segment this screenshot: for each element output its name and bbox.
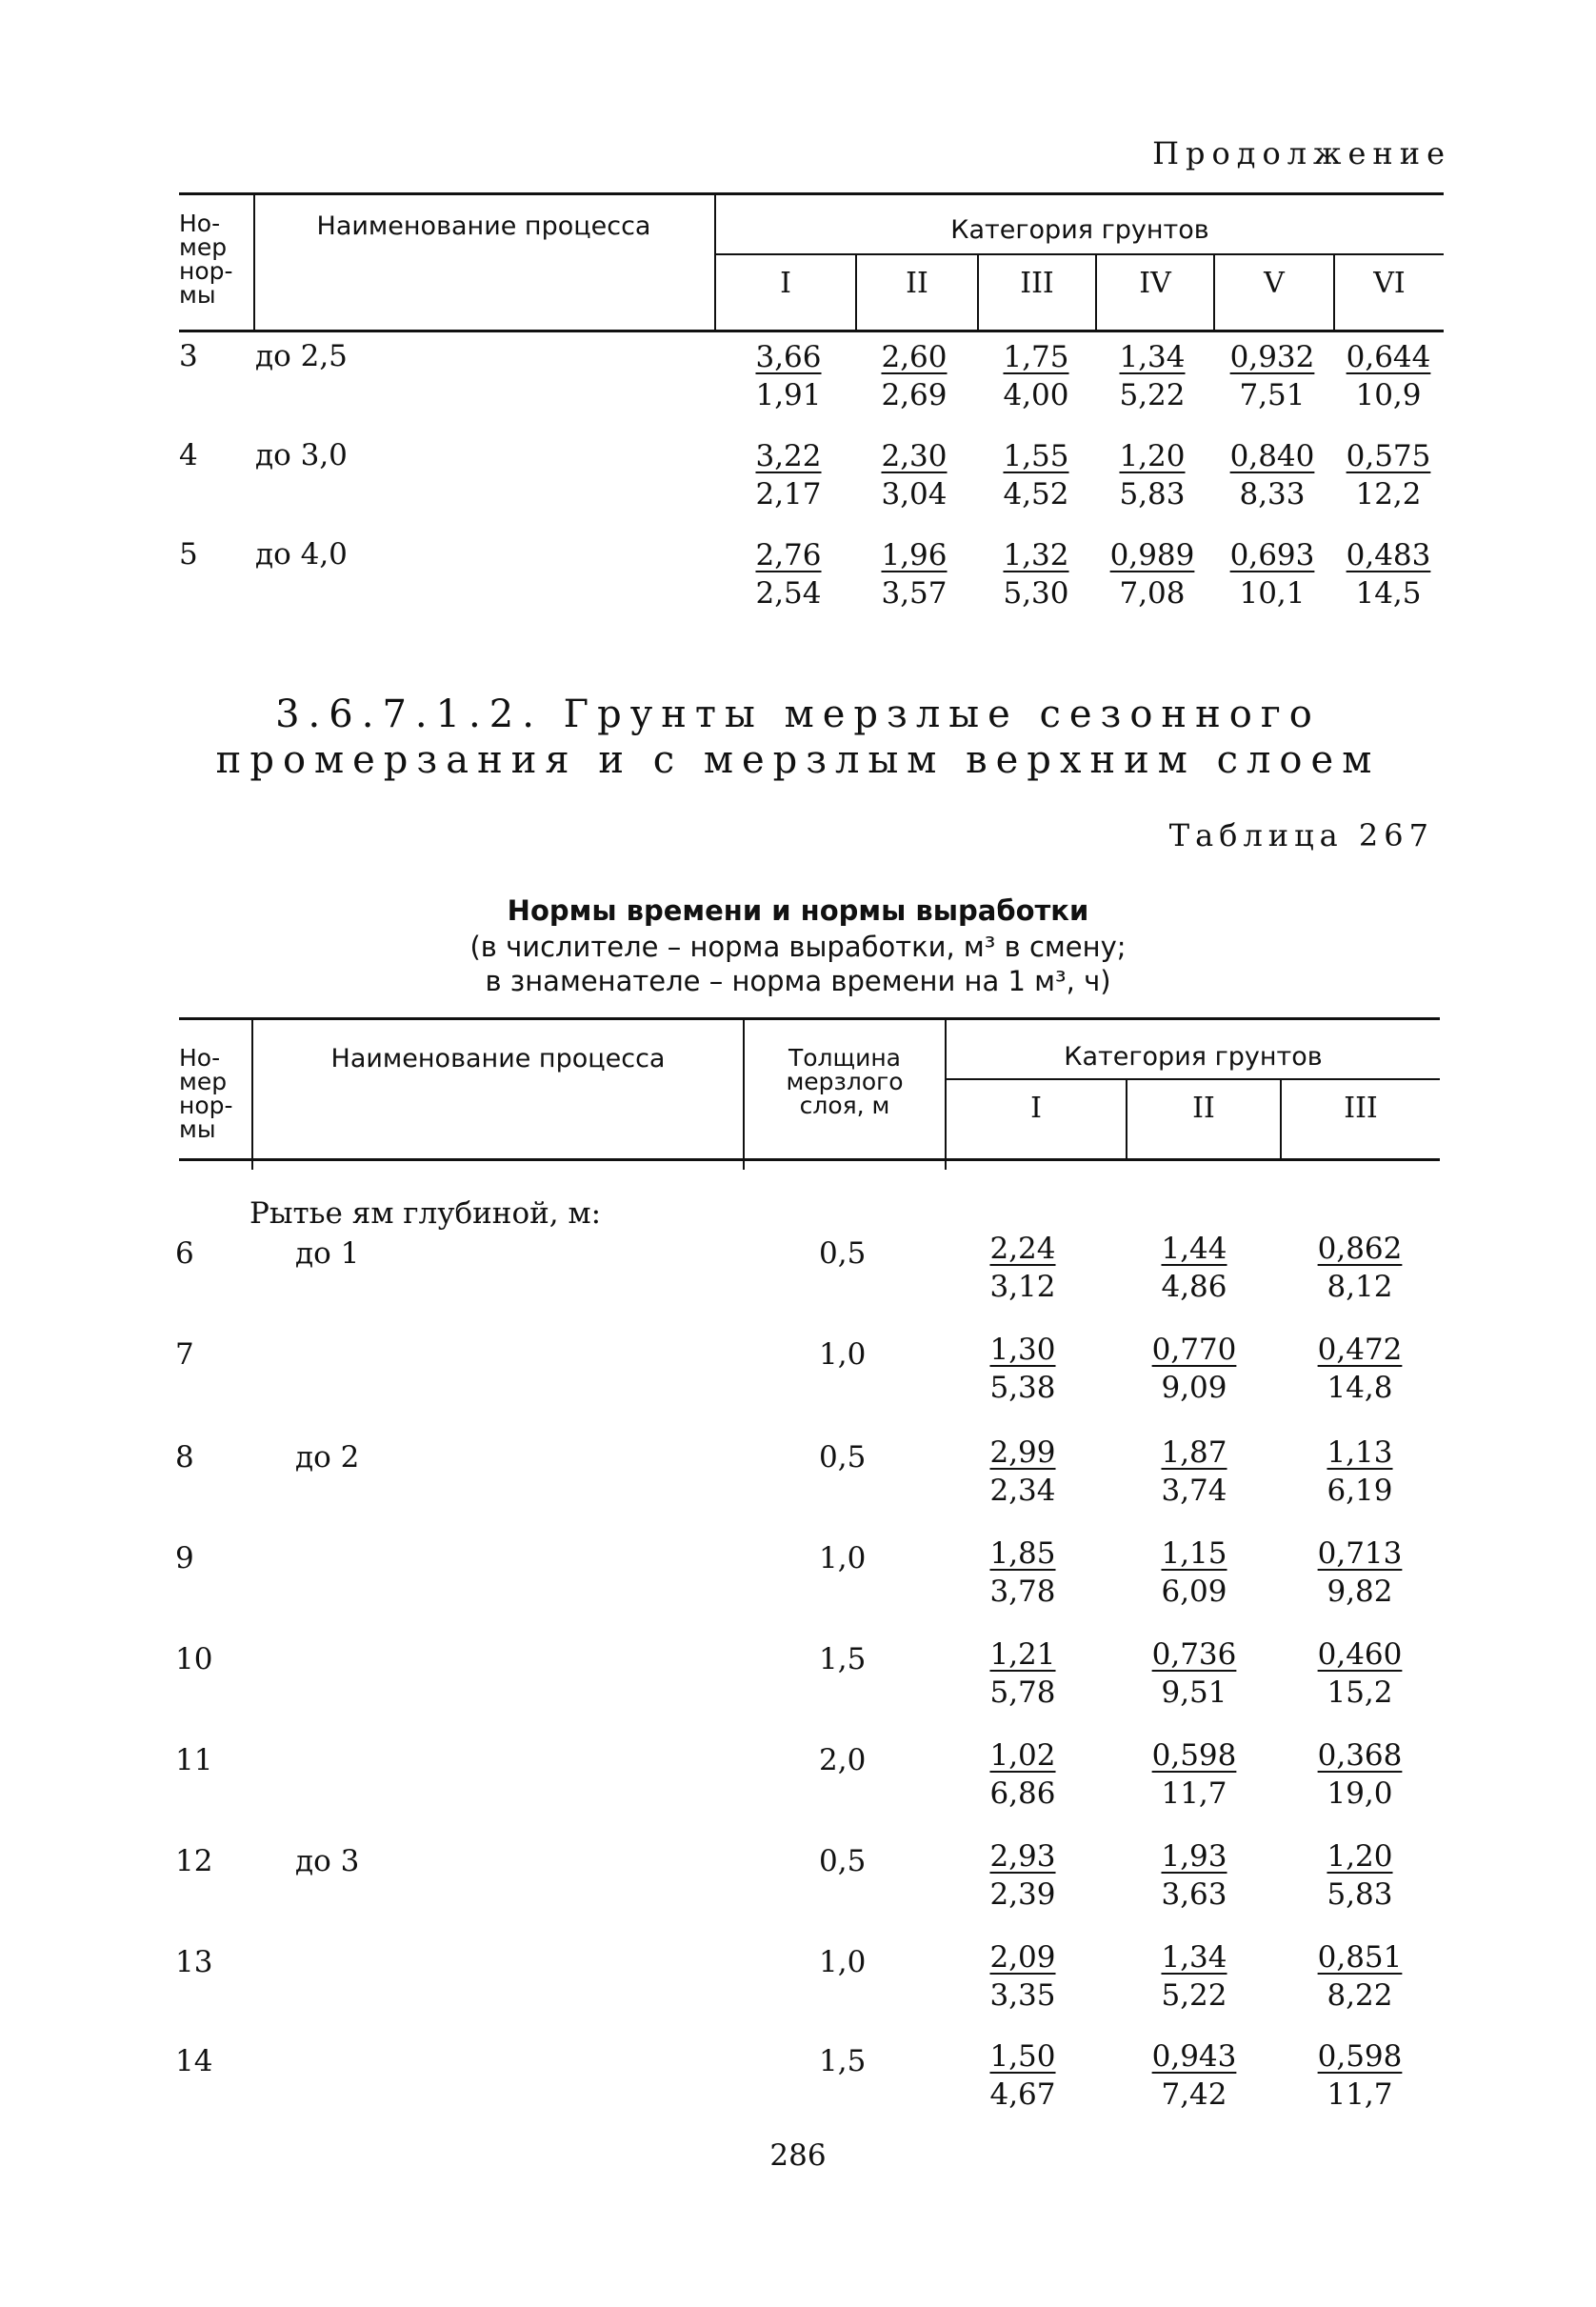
table2-row-num: 13 xyxy=(175,1945,213,1979)
fraction-numerator: 3,22 xyxy=(755,439,822,473)
fraction-numerator: 0,932 xyxy=(1229,340,1315,374)
table2-header-cat-I: I xyxy=(1030,1092,1042,1125)
table1-header-cat-I: I xyxy=(780,267,791,300)
table1-value-fraction xyxy=(857,537,971,612)
table2-value-fraction xyxy=(1298,1939,1422,2014)
table2-row-num: 12 xyxy=(175,1844,213,1878)
fraction-denominator: 14,8 xyxy=(1327,1371,1393,1405)
fraction-numerator: 0,483 xyxy=(1346,538,1431,572)
table2-row-thickness: 1,0 xyxy=(819,1337,867,1372)
fraction-denominator: 6,86 xyxy=(989,1776,1056,1811)
fraction-denominator: 5,83 xyxy=(1327,1877,1393,1912)
table2-row-thickness: 2,0 xyxy=(819,1743,867,1777)
fraction-numerator: 0,736 xyxy=(1151,1637,1237,1672)
table1-vline-process xyxy=(714,192,716,330)
fraction-denominator: 6,09 xyxy=(1161,1575,1227,1609)
fraction-denominator: 14,5 xyxy=(1355,576,1422,611)
table1-header-category: Категория грунтов xyxy=(950,215,1209,245)
fraction-numerator: 0,598 xyxy=(1151,1738,1237,1773)
table2-value-fraction xyxy=(1132,2038,1256,2113)
fraction-denominator: 7,08 xyxy=(1119,576,1186,611)
fraction-denominator: 3,63 xyxy=(1161,1877,1227,1912)
fraction-numerator: 1,44 xyxy=(1161,1232,1227,1266)
table1-value-fraction xyxy=(857,438,971,512)
table1-header-cat-V: V xyxy=(1264,267,1285,300)
fraction-numerator: 0,840 xyxy=(1229,439,1315,473)
fraction-denominator: 5,78 xyxy=(989,1675,1056,1710)
caption-title xyxy=(0,893,1596,929)
table2-value-fraction xyxy=(961,1636,1085,1711)
table1-value-fraction xyxy=(1331,537,1446,612)
fraction-numerator: 0,851 xyxy=(1317,1940,1403,1975)
table2-header-process: Наименование процесса xyxy=(330,1044,666,1073)
fraction-numerator: 1,02 xyxy=(989,1738,1056,1773)
table2-header-cat-II: II xyxy=(1192,1092,1215,1125)
fraction-denominator: 10,9 xyxy=(1355,378,1422,412)
table2-header-category: Категория грунтов xyxy=(1064,1042,1323,1072)
fraction-numerator: 1,20 xyxy=(1327,1839,1393,1874)
fraction-denominator: 7,51 xyxy=(1239,378,1306,412)
table2-row-num: 10 xyxy=(175,1642,213,1676)
fraction-numerator: 0,575 xyxy=(1346,439,1431,473)
table2-row-num: 7 xyxy=(175,1337,194,1372)
fraction-denominator: 10,1 xyxy=(1239,576,1306,611)
fraction-numerator: 1,32 xyxy=(1003,538,1069,572)
table2-value-fraction xyxy=(1132,1332,1256,1406)
table2-value-fraction xyxy=(1298,1838,1422,1913)
table2-value-fraction xyxy=(1132,1434,1256,1509)
fraction-numerator: 1,21 xyxy=(989,1637,1056,1672)
fraction-numerator: 0,770 xyxy=(1151,1333,1237,1367)
table1-header-num: Но- мер нор- мы xyxy=(179,210,233,309)
fraction-numerator: 2,99 xyxy=(989,1435,1056,1470)
table2-row-thickness: 1,0 xyxy=(819,1541,867,1575)
table2-row-name: до 1 xyxy=(295,1236,360,1271)
table1-value-fraction xyxy=(1215,537,1329,612)
table1-value-fraction xyxy=(979,537,1093,612)
fraction-numerator: 1,50 xyxy=(989,2039,1056,2074)
fraction-numerator: 1,30 xyxy=(989,1333,1056,1367)
table2-value-fraction xyxy=(1132,1939,1256,2014)
fraction-numerator: 0,460 xyxy=(1317,1637,1403,1672)
fraction-denominator: 15,2 xyxy=(1327,1675,1393,1710)
fraction-denominator: 4,86 xyxy=(1161,1270,1227,1304)
fraction-denominator: 2,39 xyxy=(989,1877,1056,1912)
fraction-denominator: 5,38 xyxy=(989,1371,1056,1405)
table2-value-fraction xyxy=(961,1737,1085,1812)
fraction-numerator: 0,368 xyxy=(1317,1738,1403,1773)
table2-vline-num xyxy=(251,1017,253,1170)
table1-top-rule xyxy=(179,192,1444,195)
fraction-denominator: 3,78 xyxy=(989,1575,1056,1609)
fraction-numerator: 2,30 xyxy=(881,439,948,473)
table1-value-fraction xyxy=(1331,339,1446,413)
table2-top-rule xyxy=(179,1017,1440,1020)
table2-value-fraction xyxy=(1298,1535,1422,1610)
table2-header-num: Но- мер нор- мы xyxy=(179,1044,233,1143)
table1-row-num: 3 xyxy=(179,339,198,373)
table2-value-fraction xyxy=(961,2038,1085,2113)
fraction-denominator: 5,22 xyxy=(1119,378,1186,412)
table1-header-cat-II: II xyxy=(906,267,928,300)
fraction-numerator: 2,93 xyxy=(989,1839,1056,1874)
fraction-numerator: 0,644 xyxy=(1346,340,1431,374)
table1-header-cat-III: III xyxy=(1020,267,1054,300)
fraction-denominator: 1,91 xyxy=(755,378,822,412)
table2-row-num: 11 xyxy=(175,1743,213,1777)
fraction-numerator: 2,76 xyxy=(755,538,822,572)
fraction-denominator: 12,2 xyxy=(1355,477,1422,512)
table2-value-fraction xyxy=(961,1838,1085,1913)
table1-value-fraction xyxy=(1095,339,1209,413)
table2-value-fraction xyxy=(1298,1231,1422,1305)
fraction-denominator: 9,51 xyxy=(1161,1675,1227,1710)
table1-header-cat-IV: IV xyxy=(1139,267,1171,300)
fraction-numerator: 3,66 xyxy=(755,340,822,374)
fraction-denominator: 3,35 xyxy=(989,1978,1056,2013)
fraction-numerator: 0,862 xyxy=(1317,1232,1403,1266)
table2-value-fraction xyxy=(1132,1737,1256,1812)
fraction-numerator: 2,60 xyxy=(881,340,948,374)
table1-row-num: 5 xyxy=(179,537,198,572)
page-number: 286 xyxy=(769,2138,827,2173)
table2-header-thickness: Толщина мерзлого слоя, м xyxy=(786,1044,904,1119)
table2-value-fraction xyxy=(961,1332,1085,1406)
fraction-denominator: 4,67 xyxy=(989,2077,1056,2112)
fraction-numerator: 0,713 xyxy=(1317,1536,1403,1571)
table1-value-fraction xyxy=(857,339,971,413)
fraction-denominator: 9,09 xyxy=(1161,1371,1227,1405)
table2-value-fraction xyxy=(1132,1636,1256,1711)
table1-value-fraction xyxy=(731,339,846,413)
table2-value-fraction xyxy=(1132,1838,1256,1913)
table1-row-name: до 4,0 xyxy=(255,537,348,572)
fraction-numerator: 1,87 xyxy=(1161,1435,1227,1470)
fraction-numerator: 2,09 xyxy=(989,1940,1056,1975)
table2-value-fraction xyxy=(961,1939,1085,2014)
table1-header-cat-VI: VI xyxy=(1373,267,1406,300)
table2-value-fraction xyxy=(1298,2038,1422,2113)
table2-row-num: 14 xyxy=(175,2044,213,2078)
fraction-denominator: 4,00 xyxy=(1003,378,1069,412)
table2-header-cat-III: III xyxy=(1344,1092,1378,1125)
fraction-numerator: 0,598 xyxy=(1317,2039,1403,2074)
fraction-numerator: 1,34 xyxy=(1161,1940,1227,1975)
fraction-numerator: 1,15 xyxy=(1161,1536,1227,1571)
table1-header-process: Наименование процесса xyxy=(316,211,651,241)
fraction-denominator: 2,69 xyxy=(881,378,948,412)
table2-row-num: 6 xyxy=(175,1236,194,1271)
fraction-denominator: 7,42 xyxy=(1161,2077,1227,2112)
fraction-numerator: 2,24 xyxy=(989,1232,1056,1266)
fraction-denominator: 3,57 xyxy=(881,576,948,611)
table2-value-fraction xyxy=(1132,1535,1256,1610)
fraction-numerator: 1,13 xyxy=(1327,1435,1393,1470)
fraction-denominator: 8,22 xyxy=(1327,1978,1393,2013)
continuation-label: Продолжение xyxy=(1152,135,1451,171)
fraction-denominator: 8,12 xyxy=(1327,1270,1393,1304)
fraction-denominator: 11,7 xyxy=(1161,1776,1227,1811)
table2-vline-process xyxy=(743,1017,745,1170)
fraction-denominator: 4,52 xyxy=(1003,477,1069,512)
table2-row-name: до 2 xyxy=(295,1440,360,1474)
fraction-numerator: 1,96 xyxy=(881,538,948,572)
table1-value-fraction xyxy=(1215,339,1329,413)
table2-value-fraction xyxy=(1132,1231,1256,1305)
caption-line2-text: в знаменателе – норма времени на 1 м³, ч) xyxy=(485,965,1111,997)
fraction-denominator: 9,82 xyxy=(1327,1575,1393,1609)
fraction-denominator: 11,7 xyxy=(1327,2077,1393,2112)
table2-row-thickness: 0,5 xyxy=(819,1236,867,1271)
table2-value-fraction xyxy=(1298,1636,1422,1711)
table1-value-fraction xyxy=(731,438,846,512)
fraction-denominator: 3,12 xyxy=(989,1270,1056,1304)
caption-line2 xyxy=(0,964,1596,999)
table1-row-name: до 3,0 xyxy=(255,438,348,472)
fraction-numerator: 1,85 xyxy=(989,1536,1056,1571)
table1-value-fraction xyxy=(1095,438,1209,512)
section-title-line1: 3.6.7.1.2. Грунты мерзлые сезонного xyxy=(275,692,1321,736)
fraction-numerator: 1,75 xyxy=(1003,340,1069,374)
table2-header-bottom-rule xyxy=(179,1158,1440,1161)
table1-value-fraction xyxy=(979,438,1093,512)
table2-value-fraction xyxy=(1298,1434,1422,1509)
table1-value-fraction xyxy=(1215,438,1329,512)
fraction-denominator: 3,04 xyxy=(881,477,948,512)
table2-value-fraction xyxy=(961,1231,1085,1305)
fraction-denominator: 2,34 xyxy=(989,1474,1056,1508)
table2-value-fraction xyxy=(1298,1332,1422,1406)
table1-value-fraction xyxy=(731,537,846,612)
fraction-numerator: 0,693 xyxy=(1229,538,1315,572)
caption-line1-text: (в числителе – норма выработки, м³ в смену; xyxy=(469,931,1127,963)
table2-row-name: до 3 xyxy=(295,1844,360,1878)
table2-row-num: 8 xyxy=(175,1440,194,1474)
fraction-denominator: 5,22 xyxy=(1161,1978,1227,2013)
table-label: Таблица 267 xyxy=(1168,817,1434,853)
fraction-numerator: 1,34 xyxy=(1119,340,1186,374)
table1-row-name: до 2,5 xyxy=(255,339,348,373)
table1-value-fraction xyxy=(1095,537,1209,612)
table1-value-fraction xyxy=(979,339,1093,413)
fraction-numerator: 0,943 xyxy=(1151,2039,1237,2074)
table1-value-fraction xyxy=(1331,438,1446,512)
section-title-line2: промерзания и с мерзлым верхним слоем xyxy=(215,738,1381,782)
table2-row-thickness: 1,5 xyxy=(819,1642,867,1676)
fraction-numerator: 1,20 xyxy=(1119,439,1186,473)
caption-line1 xyxy=(0,930,1596,965)
fraction-denominator: 8,33 xyxy=(1239,477,1306,512)
fraction-numerator: 1,55 xyxy=(1003,439,1069,473)
table2-category-rule xyxy=(945,1078,1440,1080)
fraction-denominator: 2,17 xyxy=(755,477,822,512)
table2-value-fraction xyxy=(961,1535,1085,1610)
fraction-denominator: 5,30 xyxy=(1003,576,1069,611)
table2-row-num: 9 xyxy=(175,1541,194,1575)
table2-group-label: Рытье ям глубиной, м: xyxy=(249,1196,602,1231)
caption-title-text: Нормы времени и нормы выработки xyxy=(507,894,1089,927)
table1-row-num: 4 xyxy=(179,438,198,472)
table2-row-thickness: 1,0 xyxy=(819,1945,867,1979)
fraction-numerator: 0,472 xyxy=(1317,1333,1403,1367)
table2-value-fraction xyxy=(961,1434,1085,1509)
fraction-denominator: 5,83 xyxy=(1119,477,1186,512)
table2-row-thickness: 1,5 xyxy=(819,2044,867,2078)
fraction-denominator: 3,74 xyxy=(1161,1474,1227,1508)
table2-row-thickness: 0,5 xyxy=(819,1440,867,1474)
table1-header-bottom-rule xyxy=(179,330,1444,332)
table1-vline-num xyxy=(253,192,255,330)
table2-value-fraction xyxy=(1298,1737,1422,1812)
table2-row-thickness: 0,5 xyxy=(819,1844,867,1878)
fraction-numerator: 0,989 xyxy=(1109,538,1195,572)
fraction-denominator: 2,54 xyxy=(755,576,822,611)
fraction-denominator: 6,19 xyxy=(1327,1474,1393,1508)
fraction-numerator: 1,93 xyxy=(1161,1839,1227,1874)
fraction-denominator: 19,0 xyxy=(1327,1776,1393,1811)
